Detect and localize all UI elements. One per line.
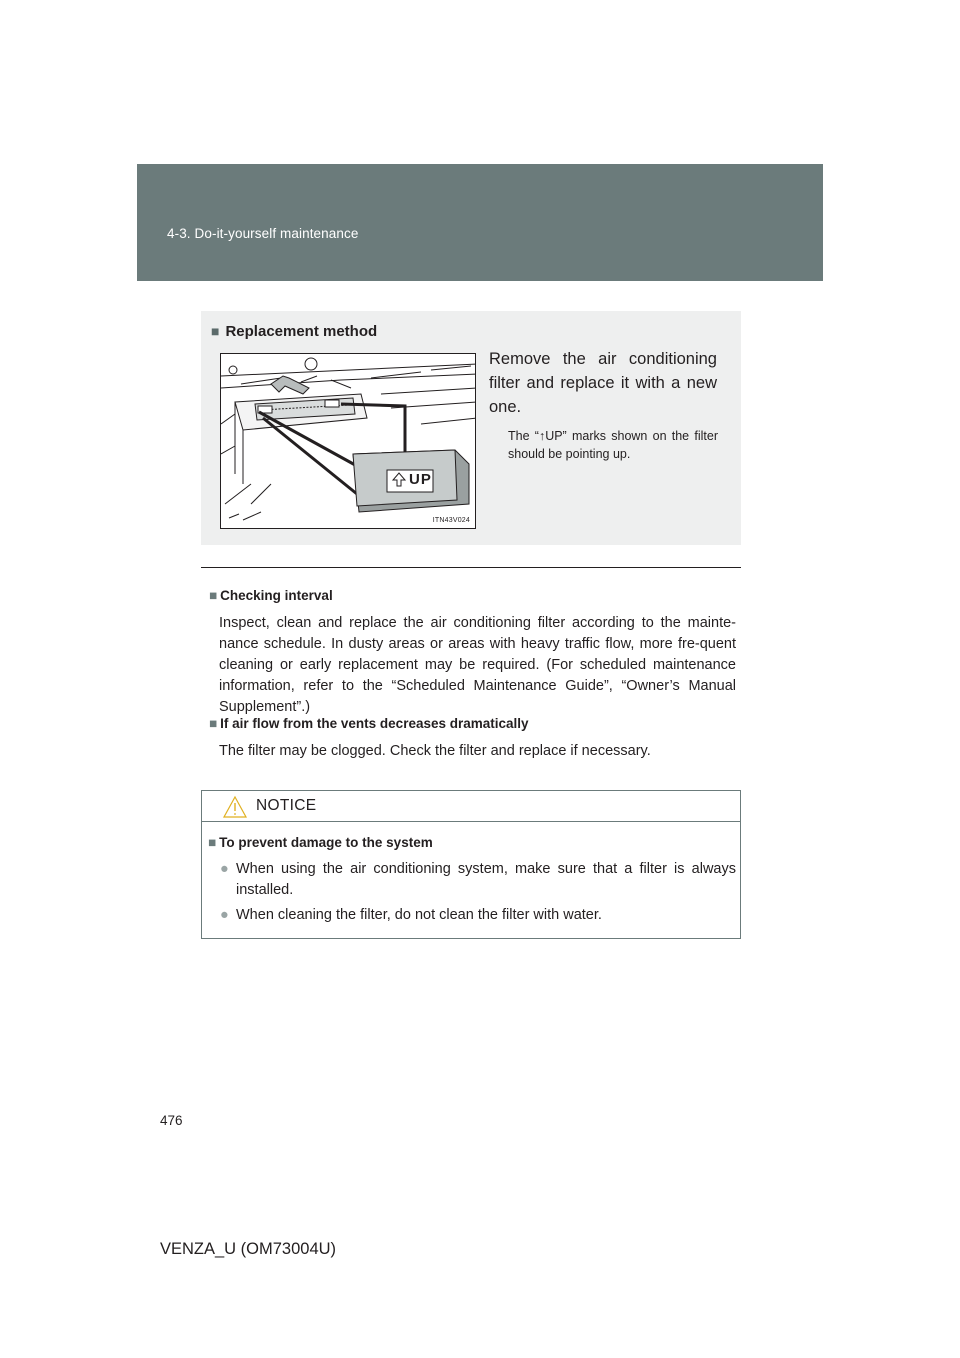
replacement-note: The “↑UP” marks shown on the filter should be pointing up. xyxy=(508,429,718,461)
info-air-flow xyxy=(209,715,736,762)
info-marker: ■ xyxy=(209,716,218,731)
info-text: The filter may be clogged. Check the filter and replace if necessary. xyxy=(219,743,651,759)
header-band xyxy=(137,164,823,281)
notice-header xyxy=(202,791,740,822)
notice-box xyxy=(201,790,741,939)
info-text: Inspect, clean and replace the air conditioning filter according to the mainte-nance schedule. In dusty areas or areas with heavy traffic flow, more fre-quent cleaning or early replacement may be required. (For scheduled maintenance information, refer to the “Scheduled Maintenance Guide”, “Owner’s Manual Supplement”.) xyxy=(219,615,736,715)
replacement-method-box xyxy=(201,311,741,545)
bullet-dot: ● xyxy=(220,861,229,877)
callout-up-label: UP xyxy=(409,471,432,488)
info-marker: ■ xyxy=(209,588,218,603)
notice-bullet xyxy=(220,859,736,901)
info-heading xyxy=(209,715,736,733)
replacement-instruction: Remove the air conditioning filter and replace it with a new one. xyxy=(489,350,717,416)
info-title: Checking interval xyxy=(220,588,333,603)
bullet-text: When cleaning the filter, do not clean the filter with water. xyxy=(236,907,602,923)
info-title: If air flow from the vents decreases dramatically xyxy=(220,716,529,731)
filter-illustration xyxy=(220,353,476,529)
figure-code: ITN43V024 xyxy=(432,517,470,524)
heading-marker: ■ xyxy=(211,323,220,339)
replacement-heading xyxy=(211,323,377,340)
filter-drawing xyxy=(221,354,476,529)
info-heading xyxy=(209,587,736,605)
notice-subtitle: To prevent damage to the system xyxy=(219,835,433,850)
bullet-text: When using the air conditioning system, make sure that a filter is always installed. xyxy=(236,861,736,898)
notice-marker: ■ xyxy=(208,835,217,850)
notice-title: NOTICE xyxy=(256,797,317,814)
page-number: 476 xyxy=(160,1113,183,1128)
notice-subtitle-row xyxy=(208,835,433,850)
section-divider xyxy=(201,567,741,568)
info-checking-interval xyxy=(209,587,736,718)
notice-bullet xyxy=(220,905,736,926)
replacement-title: Replacement method xyxy=(225,323,378,340)
bullet-dot: ● xyxy=(220,907,229,923)
warning-triangle-icon xyxy=(222,795,248,819)
document-id: VENZA_U (OM73004U) xyxy=(160,1240,337,1258)
section-title: 4-3. Do-it-yourself maintenance xyxy=(167,226,359,241)
